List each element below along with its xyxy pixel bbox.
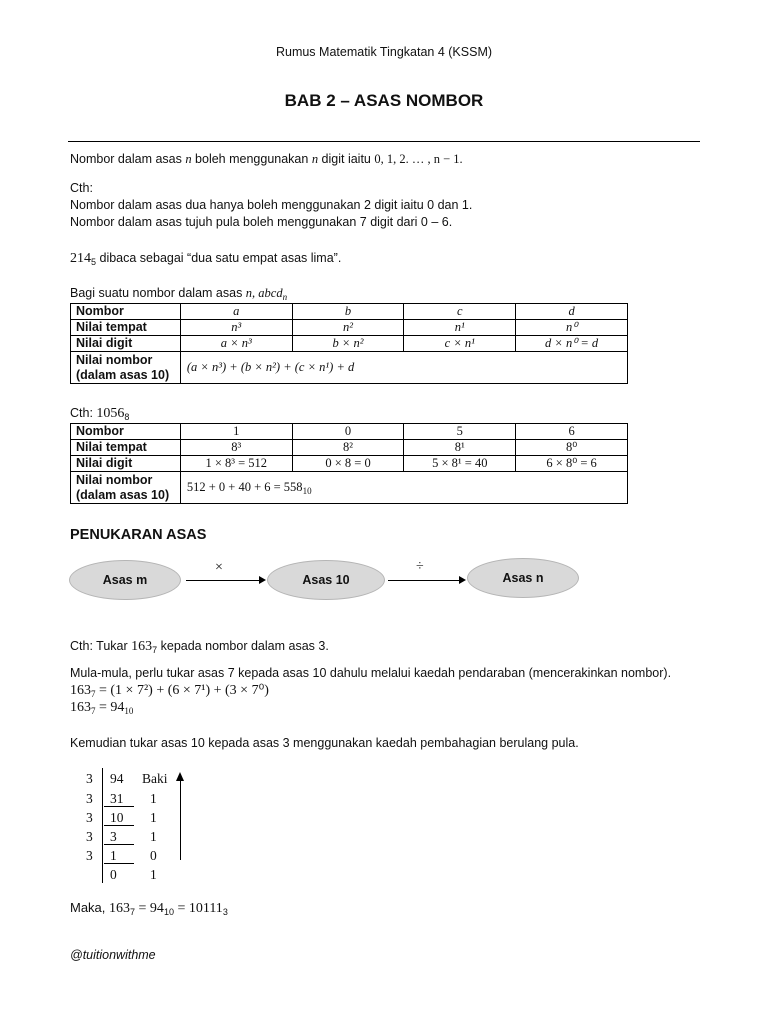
value-expression bbox=[180, 472, 627, 504]
divisor: 3 bbox=[86, 771, 93, 786]
table-row bbox=[71, 304, 628, 320]
intro-mid: boleh menggunakan bbox=[191, 152, 312, 166]
table-row bbox=[71, 424, 628, 440]
division-underline bbox=[104, 825, 134, 826]
table-cell: n² bbox=[292, 320, 404, 336]
remainder: 1 bbox=[150, 810, 157, 825]
eq2-base: 7 bbox=[91, 706, 96, 716]
cth-163-line bbox=[70, 638, 329, 655]
eq1-rhs: = (1 × 7²) + (6 × 7¹) + (3 × 7⁰) bbox=[95, 683, 269, 698]
value-sum: 512 + 0 + 40 + 6 = 558 bbox=[186, 480, 303, 494]
remainder: 1 bbox=[150, 867, 157, 882]
table-cell: n⁰ bbox=[516, 320, 628, 336]
quotient: 94 bbox=[110, 771, 124, 786]
table-cell: 8¹ bbox=[404, 440, 516, 456]
table-row bbox=[71, 320, 628, 336]
eq2-rhs-base: 10 bbox=[124, 706, 134, 716]
table-row bbox=[71, 352, 628, 384]
remainder: 0 bbox=[150, 848, 157, 863]
read-up-arrow-head bbox=[176, 772, 184, 781]
cth3-rest: kepada nombor dalam asas 3. bbox=[157, 639, 329, 653]
page-header: Rumus Matematik Tingkatan 4 (KSSM) bbox=[275, 45, 493, 59]
cth3-base: 7 bbox=[152, 645, 158, 655]
row-label: Nilai tempat bbox=[71, 440, 181, 456]
table-cell: 5 bbox=[404, 424, 516, 440]
table-cell: c bbox=[404, 304, 516, 320]
intro-before: Nombor dalam asas bbox=[70, 152, 186, 166]
base-seven-line: Nombor dalam asas tujuh pula boleh menggunakan 7 digit dari 0 – 6. bbox=[70, 215, 453, 229]
value-expression: (a × n³) + (b × n²) + (c × n¹) + d bbox=[180, 352, 627, 384]
table-row bbox=[71, 456, 628, 472]
quotient: 3 bbox=[110, 829, 117, 844]
intro-digits: 0, 1, 2. … , n − 1. bbox=[374, 152, 463, 166]
answer-num: 163 bbox=[109, 901, 131, 916]
page-title: BAB 2 – ASAS NOMBOR bbox=[284, 91, 484, 110]
flow-arrow-1 bbox=[186, 580, 260, 581]
table-cell: 8² bbox=[292, 440, 404, 456]
cth2-base: 8 bbox=[124, 412, 130, 422]
division-underline bbox=[104, 844, 134, 845]
divisor: 3 bbox=[86, 829, 93, 844]
table-cell: b bbox=[292, 304, 404, 320]
place-value-table-general bbox=[70, 303, 628, 384]
quotient: 10 bbox=[110, 810, 124, 825]
eq2-rhs: = 94 bbox=[95, 700, 125, 715]
value-sum-base: 10 bbox=[302, 486, 312, 496]
row-label: Nilai digit bbox=[71, 456, 181, 472]
table-cell: 6 bbox=[516, 424, 628, 440]
remainder: 1 bbox=[150, 829, 157, 844]
cth2-label: Cth: bbox=[70, 406, 97, 420]
table-cell: a × n³ bbox=[180, 336, 292, 352]
place-value-table-example bbox=[70, 423, 628, 504]
cth3-text: Cth: Tukar bbox=[70, 639, 132, 653]
table-cell: c × n¹ bbox=[404, 336, 516, 352]
table-cell: 6 × 8⁰ = 6 bbox=[516, 456, 628, 472]
value-label-2: (dalam asas 10) bbox=[76, 487, 170, 502]
intro-line bbox=[70, 151, 463, 167]
title-divider bbox=[68, 141, 700, 142]
answer-eq: = 94 bbox=[135, 901, 164, 916]
division-row bbox=[86, 771, 93, 787]
flow-box3-label: Asas n bbox=[502, 571, 544, 585]
footer-handle: @tuitionwithme bbox=[70, 948, 156, 962]
final-answer bbox=[70, 900, 228, 917]
general-n: n, abcd bbox=[245, 286, 283, 300]
table-cell: 0 × 8 = 0 bbox=[292, 456, 404, 472]
division-underline bbox=[104, 863, 134, 864]
table-cell: 8⁰ bbox=[516, 440, 628, 456]
table-cell: 5 × 8¹ = 40 bbox=[404, 456, 516, 472]
table-cell: a bbox=[180, 304, 292, 320]
table-cell: n³ bbox=[180, 320, 292, 336]
base-two-line: Nombor dalam asas dua hanya boleh menggunakan 2 digit iaitu 0 dan 1. bbox=[70, 198, 473, 212]
table-cell: 0 bbox=[292, 424, 404, 440]
general-text: Bagi suatu nombor dalam asas bbox=[70, 286, 246, 300]
answer-eq2: = 10111 bbox=[173, 901, 223, 916]
table-cell: b × n² bbox=[292, 336, 404, 352]
table-cell: 1 × 8³ = 512 bbox=[180, 456, 292, 472]
division-row bbox=[86, 810, 93, 826]
row-label: Nilai digit bbox=[71, 336, 181, 352]
remainder-header: Baki bbox=[142, 771, 168, 786]
flow-arrow-1-head bbox=[259, 576, 266, 584]
read-example-num: 214 bbox=[70, 251, 91, 266]
flow-op-divide: ÷ bbox=[416, 559, 424, 574]
table-cell: 1 bbox=[180, 424, 292, 440]
quotient: 1 bbox=[110, 848, 117, 863]
table-row bbox=[71, 440, 628, 456]
division-underline bbox=[104, 806, 134, 807]
answer-base10: 10 bbox=[163, 907, 174, 917]
table-row bbox=[71, 336, 628, 352]
flow-box-base-10 bbox=[267, 560, 385, 600]
step2-text: Kemudian tukar asas 10 kepada asas 3 menggunakan kaedah pembahagian berulang pula. bbox=[70, 736, 579, 750]
step1-text: Mula-mula, perlu tukar asas 7 kepada asas 10 dahulu melalui kaedah pendaraban (mencerakinkan nombor). bbox=[70, 666, 672, 680]
eq1-num: 163 bbox=[70, 683, 91, 698]
general-sub: n bbox=[282, 292, 288, 302]
division-vertical-line bbox=[102, 768, 103, 883]
table-row bbox=[71, 472, 628, 504]
intro-after: digit iaitu bbox=[318, 152, 375, 166]
row-label-value bbox=[71, 472, 181, 504]
division-row bbox=[86, 848, 93, 864]
answer-base: 7 bbox=[130, 907, 136, 917]
divisor: 3 bbox=[86, 791, 93, 806]
flow-box-base-m bbox=[69, 560, 181, 600]
division-row bbox=[86, 791, 93, 807]
row-label-value bbox=[71, 352, 181, 384]
intro-n2: n bbox=[311, 152, 319, 166]
row-label: Nombor bbox=[71, 304, 181, 320]
intro-n1: n bbox=[185, 152, 192, 166]
answer-label: Maka, bbox=[70, 900, 110, 915]
cth-1056-line bbox=[70, 405, 129, 422]
flow-box1-label: Asas m bbox=[102, 573, 148, 587]
flow-arrow-2-head bbox=[459, 576, 466, 584]
eq2-num: 163 bbox=[70, 700, 91, 715]
row-label: Nilai tempat bbox=[71, 320, 181, 336]
section-heading: PENUKARAN ASAS bbox=[70, 527, 207, 543]
value-label-2: (dalam asas 10) bbox=[76, 367, 170, 382]
cth-label-1: Cth: bbox=[70, 181, 93, 195]
table-cell: n¹ bbox=[404, 320, 516, 336]
value-label-1: Nilai nombor bbox=[76, 472, 153, 487]
cth3-num: 163 bbox=[131, 639, 153, 654]
read-example-base: 5 bbox=[91, 257, 97, 267]
read-up-arrow-line bbox=[180, 780, 181, 860]
divisor: 3 bbox=[86, 848, 93, 863]
flow-box-base-n bbox=[467, 558, 579, 598]
table-cell: d × n⁰ = d bbox=[516, 336, 628, 352]
cth2-num: 1056 bbox=[96, 406, 125, 421]
quotient: 31 bbox=[110, 791, 124, 806]
equation-2 bbox=[70, 700, 133, 716]
quotient: 0 bbox=[110, 867, 117, 882]
answer-base3: 3 bbox=[222, 907, 228, 917]
eq1-base: 7 bbox=[91, 689, 96, 699]
table-cell: d bbox=[516, 304, 628, 320]
read-example-text: dibaca sebagai “dua satu empat asas lima”. bbox=[96, 251, 342, 265]
flow-op-multiply: × bbox=[215, 560, 223, 575]
flow-arrow-2 bbox=[388, 580, 460, 581]
flow-box2-label: Asas 10 bbox=[302, 573, 350, 587]
read-example bbox=[70, 250, 341, 267]
value-label-1: Nilai nombor bbox=[76, 352, 153, 367]
equation-1 bbox=[70, 682, 269, 699]
row-label: Nombor bbox=[71, 424, 181, 440]
table-cell: 8³ bbox=[180, 440, 292, 456]
remainder: 1 bbox=[150, 791, 157, 806]
general-line bbox=[70, 285, 287, 301]
division-row bbox=[86, 829, 93, 845]
divisor: 3 bbox=[86, 810, 93, 825]
